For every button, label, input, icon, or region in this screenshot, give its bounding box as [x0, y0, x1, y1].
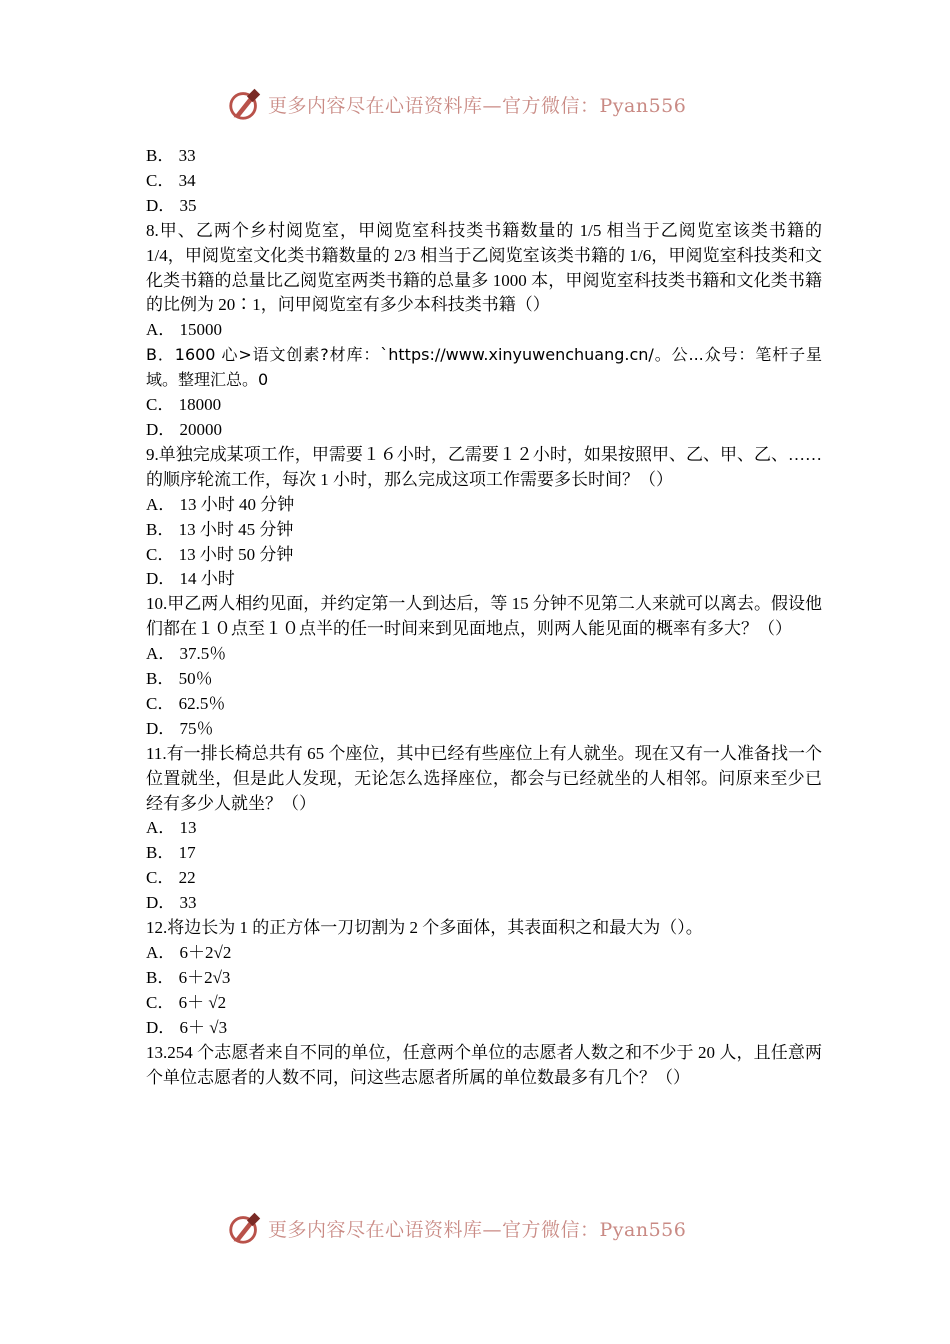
question-paragraph: 10.甲乙两人相约见面，并约定第一人到达后，等 15 分钟不见第二人来就可以离去。假设他们都在１０点至１０点半的任一时间来到见面地点，则两人能见面的概率有多大？（）	[146, 594, 822, 639]
text-line: A． 13	[146, 818, 197, 838]
text-line: C． 18000	[146, 395, 222, 415]
document-body	[146, 144, 822, 1090]
banner-text: 更多内容尽在心语资料库—官方微信：Pyan556	[268, 94, 687, 117]
text-line: C． 13 小时 50 分钟	[146, 544, 294, 564]
header-banner	[226, 84, 686, 124]
footer-banner	[226, 1208, 686, 1248]
text-line: A． 15000	[146, 320, 223, 340]
text-line: C． 34	[146, 170, 196, 190]
text-line: A． 6＋2√2	[146, 943, 232, 962]
question-paragraph: B．1600 心>语文创素?材库：`https://www.xinyuwenchuang.cn/。公...众号：笔杆子星域。整理汇总。0	[146, 345, 822, 390]
text-line: D． 20000	[146, 419, 223, 439]
question-paragraph: 11.有一排长椅总共有 65 个座位，其中已经有些座位上有人就坐。现在又有一人准备找一个位置就坐，但是此人发现，无论怎么选择座位，都会与已经就坐的人相邻。问原来至少已经有多少人就坐？（）	[146, 743, 822, 813]
text-line: B． 50％	[146, 669, 213, 689]
text-line: A． 13 小时 40 分钟	[146, 494, 295, 514]
text-line: D． 14 小时	[146, 569, 235, 589]
question-paragraph: 8.甲、乙两个乡村阅览室，甲阅览室科技类书籍数量的 1/5 相当于乙阅览室该类书籍的 1/4，甲阅览室文化类书籍数量的 2/3 相当于乙阅览室该类书籍的 1/6，甲阅览室科技类和文化类书籍的总量比乙阅览室两类书籍的总量多 1000 本，甲阅览室科技类书籍和文化类书籍的比例为 20∶1，问甲阅览室有多少本科技类书籍（）	[146, 220, 822, 315]
text-line: 12.将边长为 1 的正方体一刀切割为 2 个多面体，其表面积之和最大为（）。	[146, 918, 703, 938]
text-line: A． 37.5％	[146, 644, 227, 664]
text-line: D． 33	[146, 893, 197, 913]
quill-logo-icon	[226, 1209, 264, 1247]
text-line: D． 75％	[146, 718, 214, 738]
quill-logo-icon	[226, 85, 264, 123]
banner-text: 更多内容尽在心语资料库—官方微信：Pyan556	[268, 1218, 687, 1241]
text-line: C． 22	[146, 868, 196, 888]
text-line: B． 13 小时 45 分钟	[146, 519, 294, 539]
question-paragraph: 9.单独完成某项工作，甲需要１６小时，乙需要１２小时，如果按照甲、乙、甲、乙、……的顺序轮流工作，每次 1 小时，那么完成这项工作需要多长时间？（）	[146, 444, 822, 489]
text-line: D． 6＋ √3	[146, 1017, 228, 1037]
text-line: B． 17	[146, 843, 196, 863]
question-paragraph: 13.254 个志愿者来自不同的单位，任意两个单位的志愿者人数之和不少于 20 人，且任意两个单位志愿者的人数不同，问这些志愿者所属的单位数最多有几个？（）	[146, 1042, 822, 1087]
text-line: D． 35	[146, 195, 197, 215]
text-line: B． 6＋2√3	[146, 967, 231, 987]
text-line: C． 62.5％	[146, 693, 226, 713]
text-line: C． 6＋ √2	[146, 992, 227, 1012]
text-line: B． 33	[146, 146, 196, 165]
